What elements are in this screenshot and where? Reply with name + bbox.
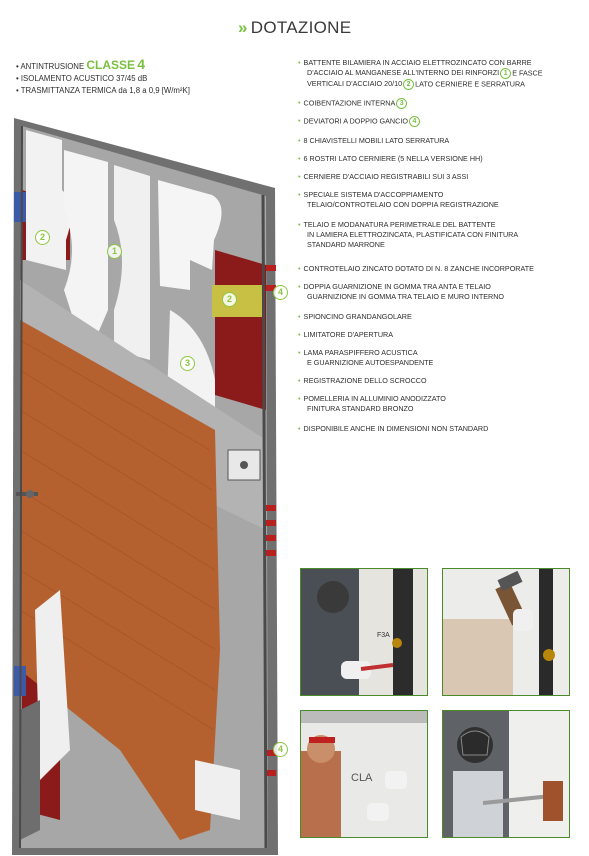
feature-item: • LIMITATORE D'APERTURA xyxy=(298,330,394,339)
marker-2: 2 xyxy=(222,292,237,307)
title-text: DOTAZIONE xyxy=(250,18,352,37)
feature-item: • 8 CHIAVISTELLI MOBILI LATO SERRATURA xyxy=(298,136,450,145)
feature-item: • LAMA PARASPIFFERO ACUSTICA E GUARNIZIONE AUTOESPANDENTE xyxy=(298,348,434,367)
deviator-box xyxy=(212,285,262,317)
feature-item: • CERNIERE D'ACCIAIO REGISTRABILI SUI 3 ASSI xyxy=(298,172,469,181)
photo-test-marker xyxy=(300,710,428,838)
photo-test-hammer-2 xyxy=(442,568,570,696)
feature-item: • DEVIATORI A DOPPIO GANCIO 4 xyxy=(298,116,583,127)
marker-3: 3 xyxy=(180,356,195,371)
photo-test-crowbar xyxy=(442,710,570,838)
marker-writing: CLA xyxy=(351,772,373,784)
hinge-plate xyxy=(14,192,26,222)
door-cutaway-illustration xyxy=(0,110,300,856)
spec-item-antintrusione: • ANTINTRUSIONE CLASSE 4 xyxy=(16,56,145,72)
spec-item-thermal: • TRASMITTANZA TERMICA da 1,8 a 0,9 [W/m²K] xyxy=(16,86,190,95)
chevron-right-icon: » xyxy=(238,18,248,37)
spec-item-acoustic: • ISOLAMENTO ACUSTICO 37/45 dB xyxy=(16,74,148,83)
marker-4: 4 xyxy=(273,285,288,300)
marker-2: 2 xyxy=(35,230,50,245)
feature-item: • DOPPIA GUARNIZIONE IN GOMMA TRA ANTA E TELAIO GUARNIZIONE IN GOMMA TRA TELAIO E MURO INTERNO xyxy=(298,282,505,301)
marker-4: 4 xyxy=(273,742,288,757)
feature-item: • DISPONIBILE ANCHE IN DIMENSIONI NON STANDARD xyxy=(298,424,489,433)
section-title xyxy=(238,18,351,38)
feature-item: • SPECIALE SISTEMA D'ACCOPPIAMENTO TELAIO/CONTROTELAIO CON DOPPIA REGISTRAZIONE xyxy=(298,190,499,209)
feature-item: • POMELLERIA IN ALLUMINIO ANODIZZATO FINITURA STANDARD BRONZO xyxy=(298,394,446,413)
feature-item: • CONTROTELAIO ZINCATO DOTATO DI N. 8 ZANCHE INCORPORATE xyxy=(298,264,534,273)
door-writing: F3A xyxy=(377,632,390,639)
feature-item: • TELAIO E MODANATURA PERIMETRALE DEL BATTENTE IN LAMIERA ELETTROZINCATA, PLASTIFICATA CON FINITURA STANDARD MARRONE xyxy=(298,220,519,249)
photo-test-hammer-1 xyxy=(300,568,428,696)
feature-item: • COIBENTAZIONE INTERNA 3 xyxy=(298,98,583,109)
feature-item: • BATTENTE BILAMIERA IN ACCIAIO ELETTROZINCATO CON BARRE D'ACCIAIO AL MANGANESE ALL'INTERNO DEI RINFORZI 1 E FASCE VERTICALI D'ACCIAIO 20/10 2 LATO CERNIERE E SERRATURA xyxy=(298,58,543,89)
feature-item: • 6 ROSTRI LATO CERNIERE (5 NELLA VERSIONE HH) xyxy=(298,154,483,163)
marker-1: 1 xyxy=(107,244,122,259)
feature-item: • REGISTRAZIONE DELLO SCROCCO xyxy=(298,376,427,385)
spec-list xyxy=(16,58,190,97)
feature-item: • SPIONCINO GRANDANGOLARE xyxy=(298,312,412,321)
